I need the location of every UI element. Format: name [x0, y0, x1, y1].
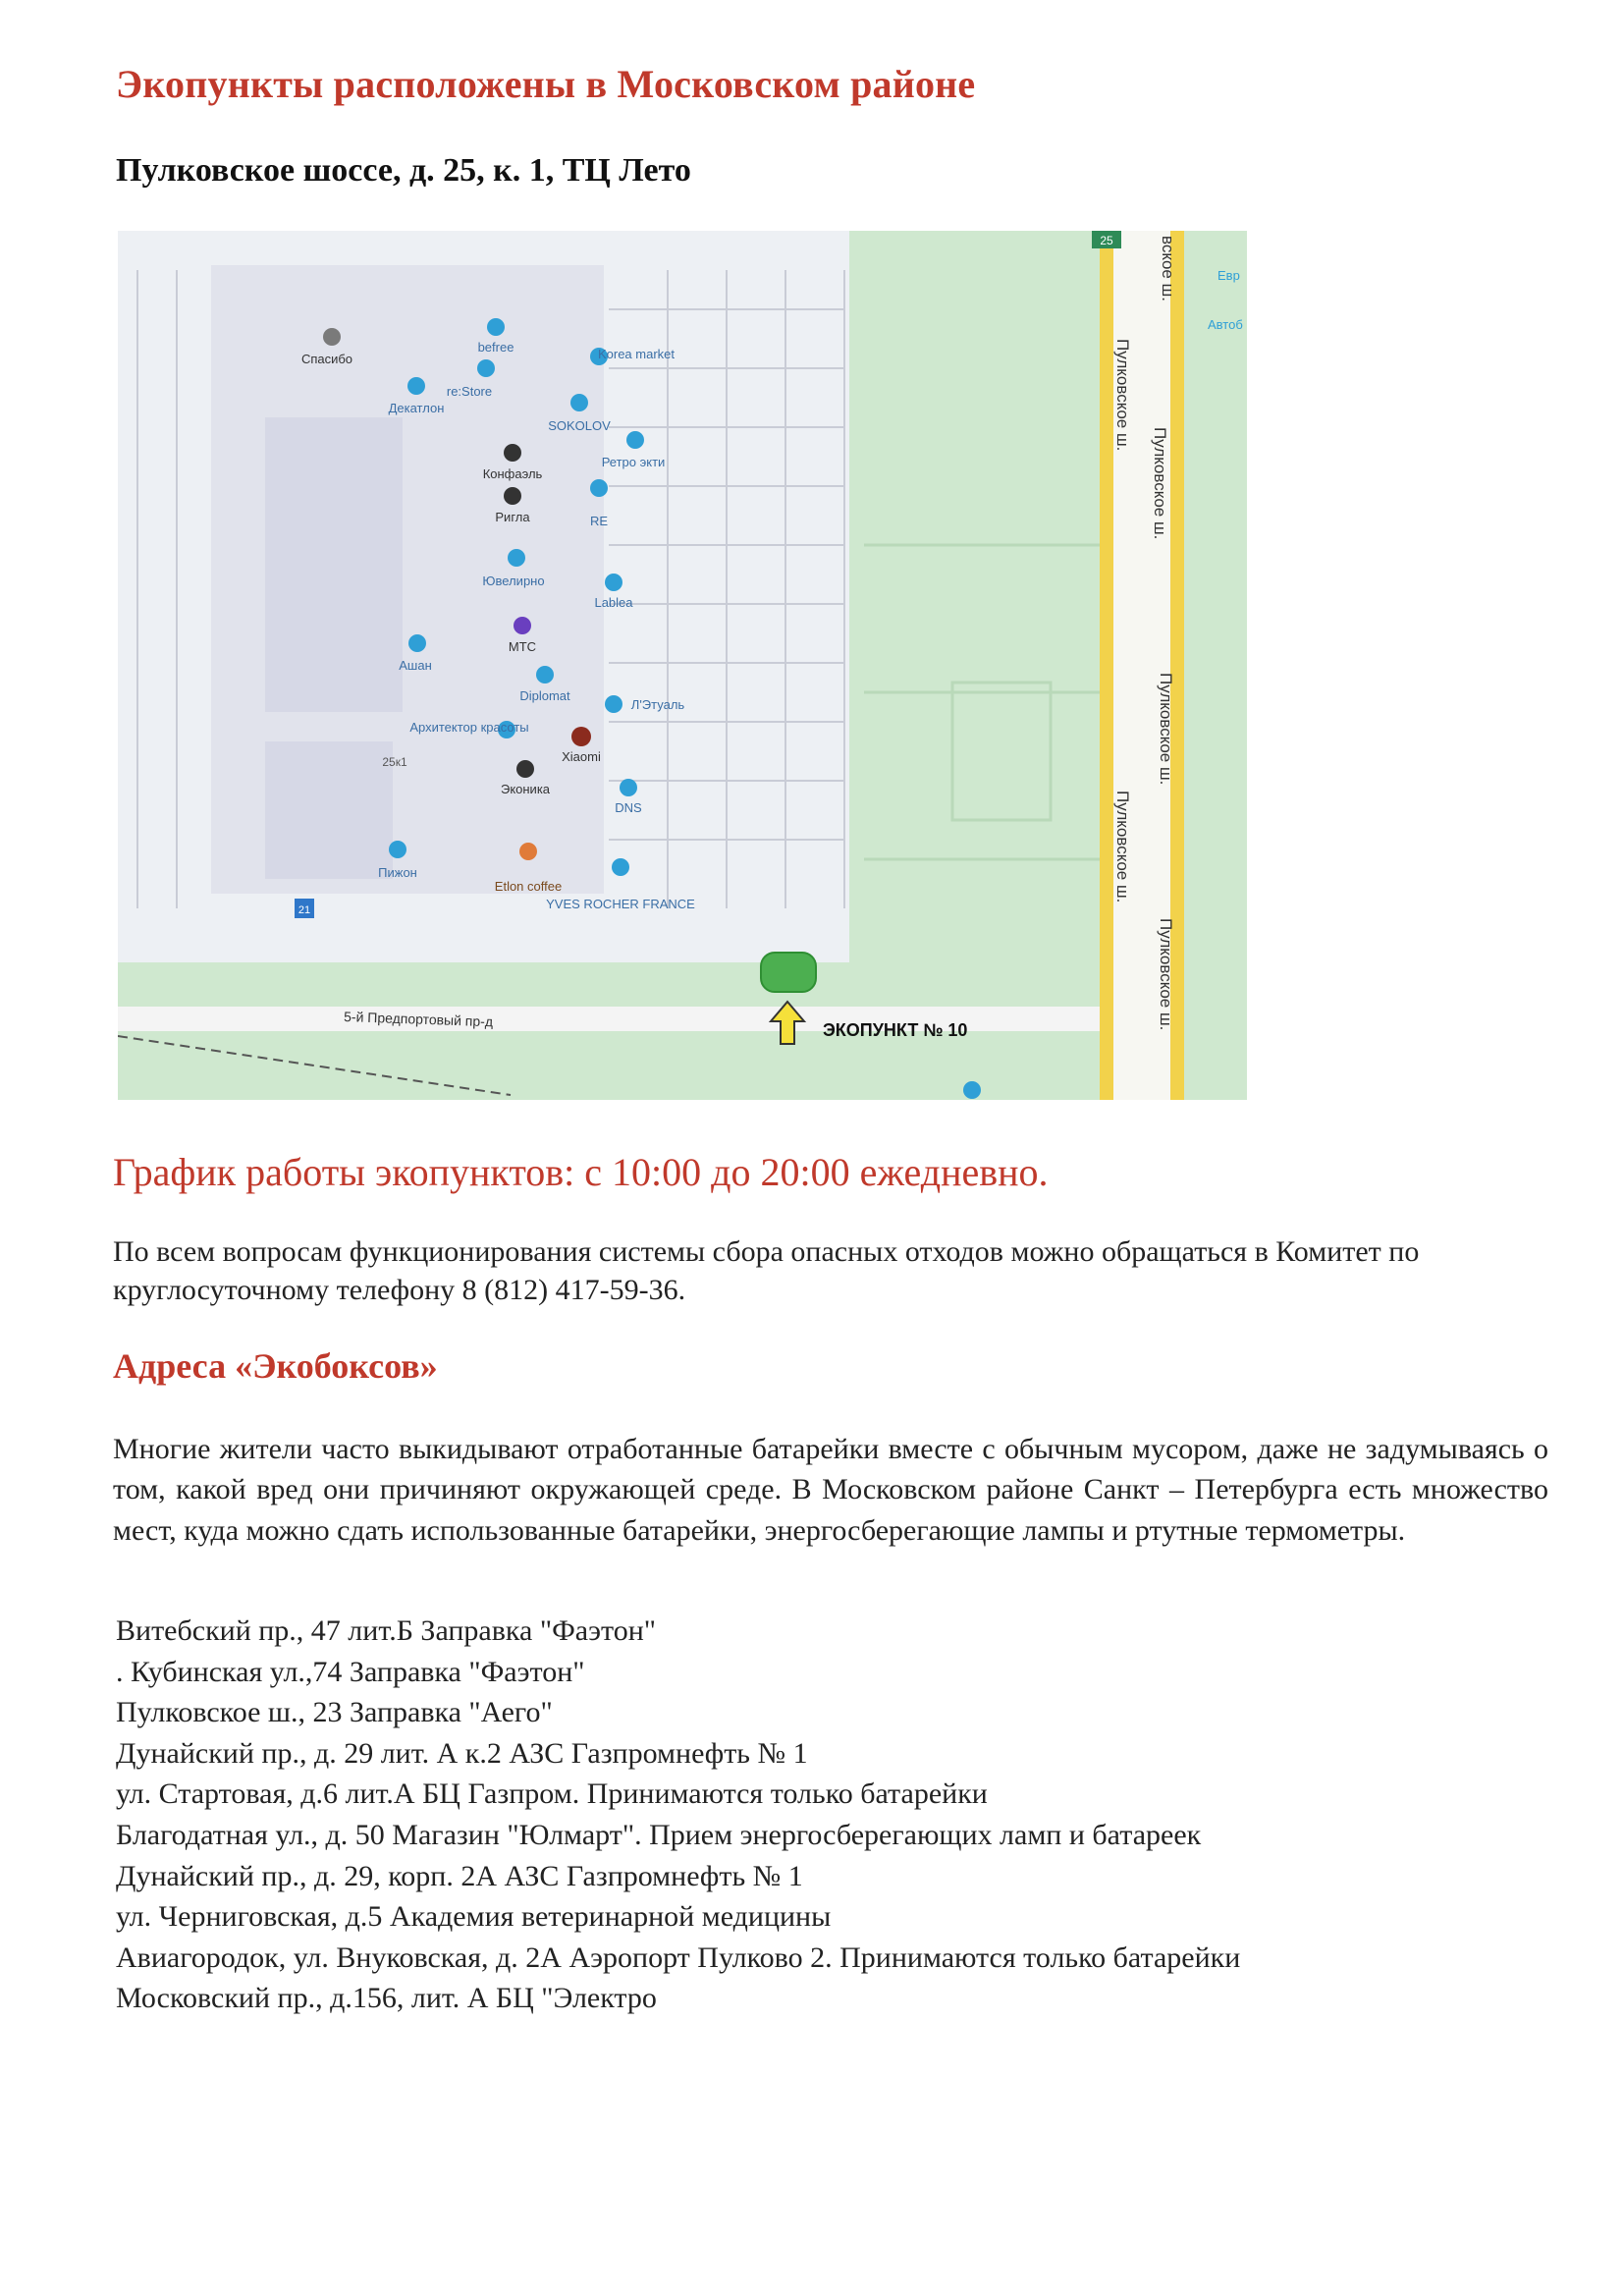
svg-text:Ашан: Ашан [399, 658, 432, 673]
svg-text:21: 21 [298, 904, 311, 916]
svg-text:Архитектор красоты: Архитектор красоты [409, 720, 529, 735]
svg-text:Xiaomi: Xiaomi [562, 749, 601, 764]
svg-text:Ригла: Ригла [495, 510, 530, 524]
svg-text:Diplomat: Diplomat [519, 688, 570, 703]
pulkovskoe-road-left [1100, 231, 1113, 1100]
ecobox-address-list [116, 1611, 1540, 2019]
intro-paragraph: Многие жители часто выкидывают отработанные батарейки вместе с обычным мусором, даже не задумываясь о том, какой вред они причиняют окружающей среде. В Московском районе Санкт – Петербурга есть множество мест, куда можно сдать использованные батарейки, энергосберегающие лампы и ртутные термометры. [113, 1433, 1548, 1547]
svg-text:Пижон: Пижон [378, 865, 417, 880]
svg-text:re:Store: re:Store [446, 384, 493, 399]
svg-text:Эконика: Эконика [500, 782, 551, 796]
svg-text:DNS: DNS [615, 800, 642, 815]
road-label-pulkovskoe-right: Пулковское ш. [1151, 427, 1169, 540]
ecobox-heading: Адреса «Экобоксов» [113, 1346, 438, 1386]
green-strip-bottom [118, 962, 1100, 1007]
address-item: Пулковское ш., 23 Заправка "Аего" [116, 1696, 553, 1729]
road-label-pulkovskoe-left: Пулковское ш. [1113, 339, 1132, 452]
address-item: . Кубинская ул.,74 Заправка "Фаэтон" [116, 1655, 585, 1688]
address-item: Московский пр., д.156, лит. А БЦ "Электро [116, 1982, 657, 2015]
svg-text:Спасибо: Спасибо [300, 352, 353, 366]
svg-text:Конфаэль: Конфаэль [482, 466, 543, 481]
schedule-text: График работы экопунктов: с 10:00 до 20:00 ежедневно. [113, 1150, 1049, 1194]
road-label-pulkovskoe-top: вское ш. [1159, 236, 1177, 301]
contact-paragraph: По всем вопросам функционирования системы сбора опасных отходов можно обращаться в Комитет по круглосуточному телефону 8 (812) 417-59-36. [113, 1235, 1420, 1306]
svg-text:Etlon coffee: Etlon coffee [494, 879, 563, 894]
svg-text:25: 25 [1100, 234, 1113, 247]
building-number: 25к1 [382, 755, 407, 769]
ecopoint-label: ЭКОПУНКТ № 10 [823, 1020, 968, 1040]
address-item: Авиагородок, ул. Внуковская, д. 2А Аэропорт Пулково 2. Принимаются только батарейки [116, 1941, 1241, 1974]
road-label-pulkovskoe-right-3: Пулковское ш. [1157, 918, 1175, 1031]
address-item: Дунайский пр., д. 29, корп. 2А АЗС Газпромнефть № 1 [116, 1859, 803, 1892]
poi-letual [605, 695, 684, 713]
svg-text:RE: RE [589, 514, 609, 528]
svg-text:МТС: МТС [508, 639, 537, 654]
svg-text:Ретро экти: Ретро экти [601, 455, 666, 469]
svg-text:YVES ROCHER FRANCE: YVES ROCHER FRANCE [546, 897, 695, 911]
address-item: ул. Стартовая, д.6 лит.А БЦ Газпром. Принимаются только батарейки [116, 1777, 988, 1811]
page-title: Экопункты расположены в Московском районе [116, 62, 976, 106]
address-item: Дунайский пр., д. 29 лит. А к.2 АЗС Газпромнефть № 1 [116, 1736, 808, 1770]
address-item: Витебский пр., 47 лит.Б Заправка "Фаэтон" [116, 1614, 656, 1647]
road-label-pulkovskoe-left-2: Пулковское ш. [1113, 791, 1132, 903]
address-item: ул. Черниговская, д.5 Академия ветеринарной медицины [116, 1900, 832, 1934]
corner-label-evr: Евр [1217, 268, 1240, 283]
location-map [118, 231, 1247, 1100]
ecopoint-marker [761, 953, 816, 992]
svg-text:Декатлон: Декатлон [388, 401, 445, 415]
road-label-service: 5-й Предпортовый пр-д [343, 1009, 494, 1030]
address-item: Благодатная ул., д. 50 Магазин "Юлмарт". Прием энергосберегающих ламп и батареек [116, 1818, 1202, 1851]
svg-text:Lablea: Lablea [594, 595, 633, 610]
svg-text:SOKOLOV: SOKOLOV [548, 418, 611, 433]
location-address: Пулковское шоссе, д. 25, к. 1, ТЦ Лето [116, 152, 691, 189]
corner-label-auto: Автоб [1208, 317, 1243, 332]
svg-text:Korea market: Korea market [597, 347, 676, 361]
svg-text:Л'Этуаль: Л'Этуаль [630, 697, 685, 712]
svg-text:Ювелирно: Ювелирно [482, 574, 545, 588]
green-area-right [1183, 231, 1247, 1100]
svg-text:befree: befree [477, 340, 514, 355]
road-label-pulkovskoe-right-2: Пулковское ш. [1157, 673, 1175, 786]
